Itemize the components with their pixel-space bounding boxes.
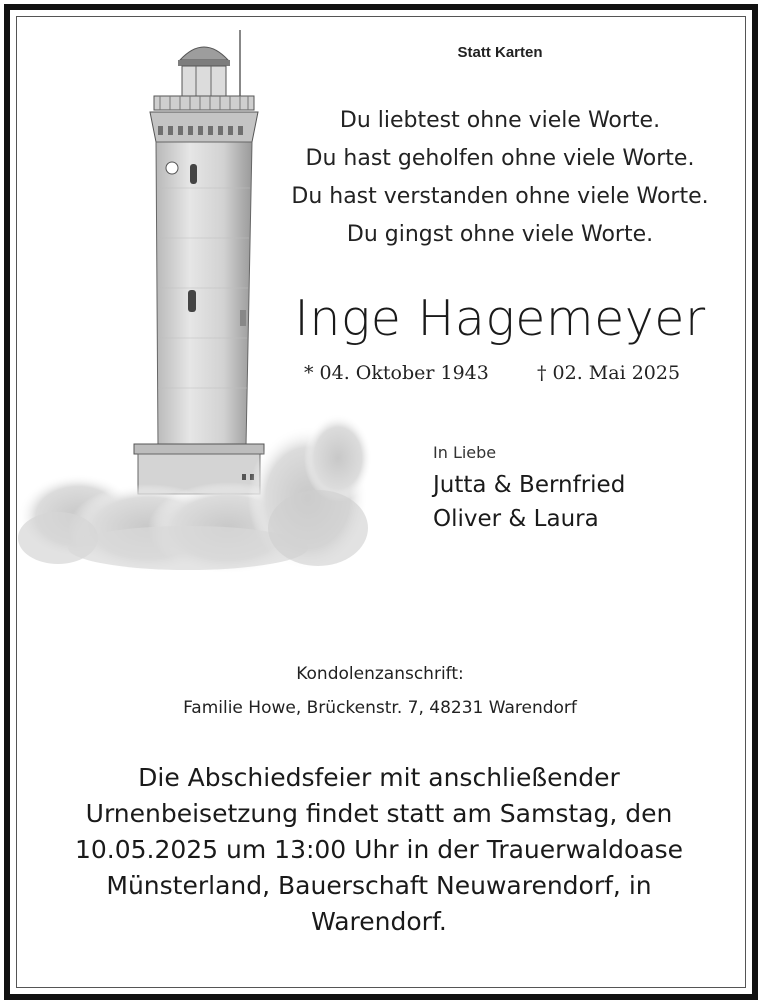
poem-line: Du hast geholfen ohne viele Worte.: [305, 146, 695, 171]
ceremony-line: Urnenbeisetzung findet statt am Samstag, den: [85, 799, 673, 828]
notice-header: Statt Karten: [457, 44, 543, 61]
condolence-address: Familie Howe, Brückenstr. 7, 48231 Warendorf: [183, 698, 577, 718]
poem-line: Du liebtest ohne viele Worte.: [339, 108, 661, 133]
ceremony-line: 10.05.2025 um 13:00 Uhr in der Trauerwaldoase: [74, 835, 684, 864]
condolence-address-block: [80, 664, 680, 718]
ceremony-line: Die Abschiedsfeier mit anschließender: [138, 763, 620, 792]
mourner-name: Jutta & Bernfried: [433, 472, 626, 498]
poem: [260, 102, 740, 254]
poem-line: Du gingst ohne viele Worte.: [346, 222, 654, 247]
deceased-name: Inge Hagemeyer: [294, 290, 706, 347]
death-date: † 02. Mai 2025: [537, 362, 681, 384]
ceremony-line: Warendorf.: [311, 907, 447, 936]
ceremony-line: Münsterland, Bauerschaft Neuwarendorf, in: [106, 871, 652, 900]
mourners-label: In Liebe: [433, 443, 497, 462]
poem-line: Du hast verstanden ohne viele Worte.: [291, 184, 709, 209]
ceremony-details: [40, 760, 718, 940]
mourner-name: Oliver & Laura: [433, 506, 599, 532]
condolence-label: Kondolenzanschrift:: [296, 664, 464, 684]
mourners: [433, 443, 733, 536]
birth-date: * 04. Oktober 1943: [304, 362, 489, 384]
